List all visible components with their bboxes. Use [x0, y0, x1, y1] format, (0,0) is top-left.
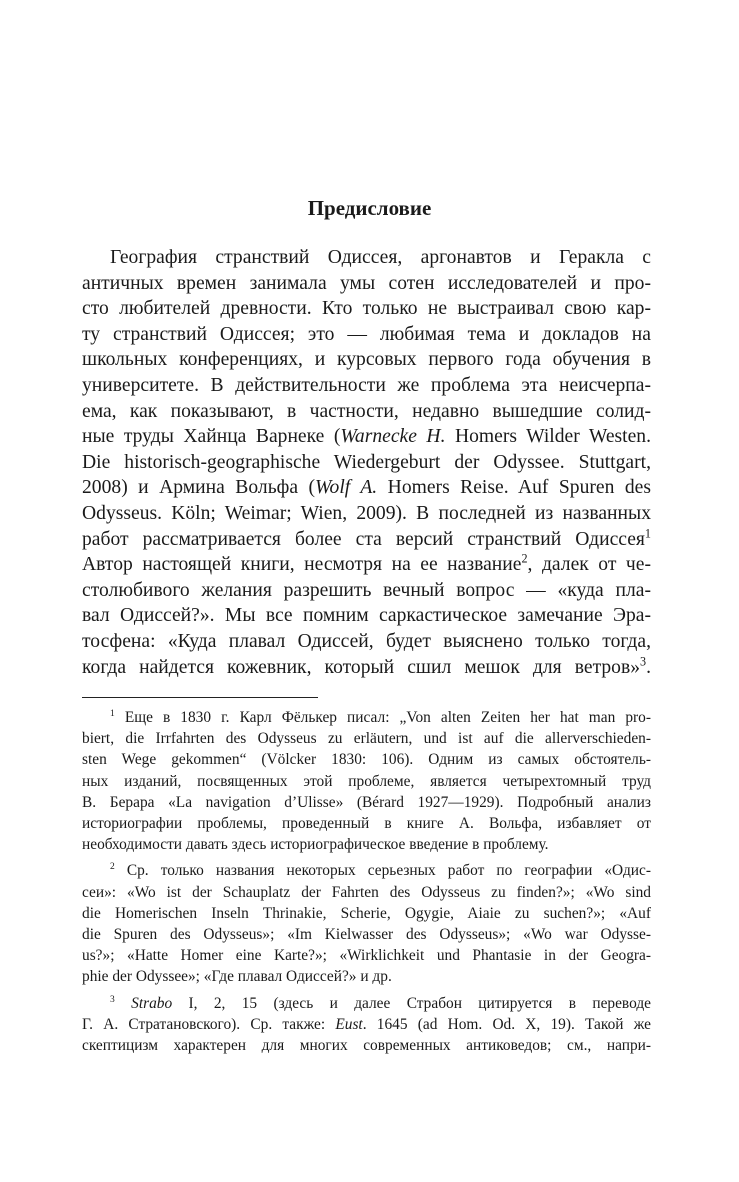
footnote-line: die Spuren des Odysseus»; «Im Kielwasser des Odysseus»; «Wo war Odysse- [82, 926, 651, 944]
body-line [82, 475, 651, 501]
body-line [82, 424, 651, 450]
citation-author: Wolf A. [315, 477, 378, 499]
footnote-line: скептицизм характерен для многих современных антиковедов; см., напри- [82, 1037, 651, 1055]
footnote-text: Г. А. Стратановского). Ср. также: [82, 1015, 336, 1033]
footnote-ref[interactable]: 1 [644, 526, 651, 540]
body-text-fragment: когда найдется кожевник, который сшил мешок для ветров» [82, 656, 641, 678]
footnote-line [82, 993, 651, 1014]
footnote-3 [82, 993, 651, 1057]
footnote-line [82, 707, 651, 728]
footnotes [82, 707, 651, 1061]
body-line: Die historisch-geographische Wiedergeburt der Odyssee. Stuttgart, [82, 451, 651, 473]
footnote-line: необходимости давать здесь историографическое введение в проблему. [82, 836, 549, 854]
body-text [82, 245, 651, 680]
body-text-fragment: , далек от че- [527, 554, 651, 576]
body-line: ема, как показывают, в частности, недавно вышедшие солид- [82, 400, 651, 422]
body-text-fragment: Автор настоящей книги, несмотря на ее название [82, 554, 522, 576]
footnote-line: phie der Odyssee»; «Где плавал Одиссей?» и др. [82, 968, 392, 986]
footnote-ref[interactable]: 2 [521, 551, 528, 566]
citation-author: Warnecke H. [340, 426, 446, 448]
body-text-fragment: Homers Wilder Westen. [445, 426, 651, 448]
footnote-mark: 1 [110, 707, 115, 719]
body-text-fragment: 2008) и Армина Вольфа ( [82, 477, 316, 499]
body-line: школьных конференциях, и курсовых первого года обучения в [82, 349, 651, 371]
footnote-line: us?»; «Hatte Homer eine Karte?»; «Wirklichkeit und Phantasie in der Geogra- [82, 947, 651, 965]
footnote-line: ных изданий, посвященных этой проблеме, является четырехтомный труд [82, 772, 651, 790]
page-title: Предисловие [307, 196, 432, 220]
body-line: тосфена: «Куда плавал Одиссей, будет выяснено только тогда, [82, 630, 651, 652]
body-line [82, 527, 651, 553]
footnote-ref[interactable]: 3 [640, 653, 647, 668]
footnote-line: историографии проблемы, проведенный в книге А. Вольфа, избавляет от [82, 815, 651, 833]
body-line [82, 655, 651, 681]
body-text-fragment: работ рассматривается более ста версий странствий Одиссея [82, 528, 645, 550]
body-line: вал Одиссей?». Мы все помним саркастическое замечание Эра- [82, 605, 651, 627]
citation-source: Eust [335, 1015, 363, 1033]
footnote-line: sten Wege gekommen“ (Völcker 1830: 106). Одним из самых обстоятель- [82, 751, 651, 769]
footnote-text: I, 2, 15 (здесь и далее Страбон цитируется в переводе [172, 994, 651, 1012]
footnote-line [82, 860, 651, 881]
footnote-1 [82, 707, 651, 855]
body-line: столюбивого желания разрешить вечный вопрос — «куда пла- [82, 579, 651, 601]
footnote-2 [82, 860, 651, 987]
body-line: География странствий Одиссея, аргонавтов и Геракла с [110, 247, 651, 268]
footnote-text: Ср. только названия некоторых серьезных работ по географии «Одис- [114, 862, 651, 880]
body-line: ту странствий Одиссея; это — любимая тема и докладов на [82, 323, 651, 345]
body-line: Odysseus. Köln; Weimar; Wien, 2009). В последней из названных [82, 502, 651, 524]
footnote-text: Еще в 1830 г. Карл Фёлькер писал: „Von alten Zeiten her hat man pro- [114, 709, 651, 726]
body-line: сто любителей древности. Кто только не выстраивал свою кар- [82, 298, 651, 320]
footnote-line: сеи»: «Wo ist der Schauplatz der Fahrten des Odysseus zu finden?»; «Wo sind [82, 883, 651, 901]
footnote-line: В. Берара «La navigation d’Ulisse» (Bérard 1927—1929). Подробный анализ [82, 793, 651, 811]
body-text-fragment: ные труды Хайнца Варнеке ( [82, 426, 341, 448]
body-line: университете. В действительности же проблема эта неисчерпа- [82, 374, 651, 396]
body-line: античных времен занимала умы сотен исследователей и про- [82, 272, 651, 294]
footnote-line: die Homerischen Inseln Thrinakie, Scherie, Ogygie, Aiaie zu suchen?»; «Auf [82, 904, 651, 922]
footnote-mark: 3 [110, 993, 115, 1005]
body-text-fragment: . [646, 656, 651, 678]
citation-source: Strabo [131, 994, 173, 1012]
body-line [82, 552, 651, 578]
footnote-text: . 1645 (ad Hom. Od. X, 19). Такой же [362, 1015, 651, 1033]
footnote-mark: 2 [110, 861, 115, 873]
footnote-line: biert, die Irrfahrten des Odysseus zu erläutern, und ist auf die allerverschieden- [82, 730, 651, 748]
footnote-separator [82, 697, 318, 698]
body-text-fragment: Homers Reise. Auf Spuren des [377, 477, 651, 499]
footnote-line [82, 1014, 651, 1035]
